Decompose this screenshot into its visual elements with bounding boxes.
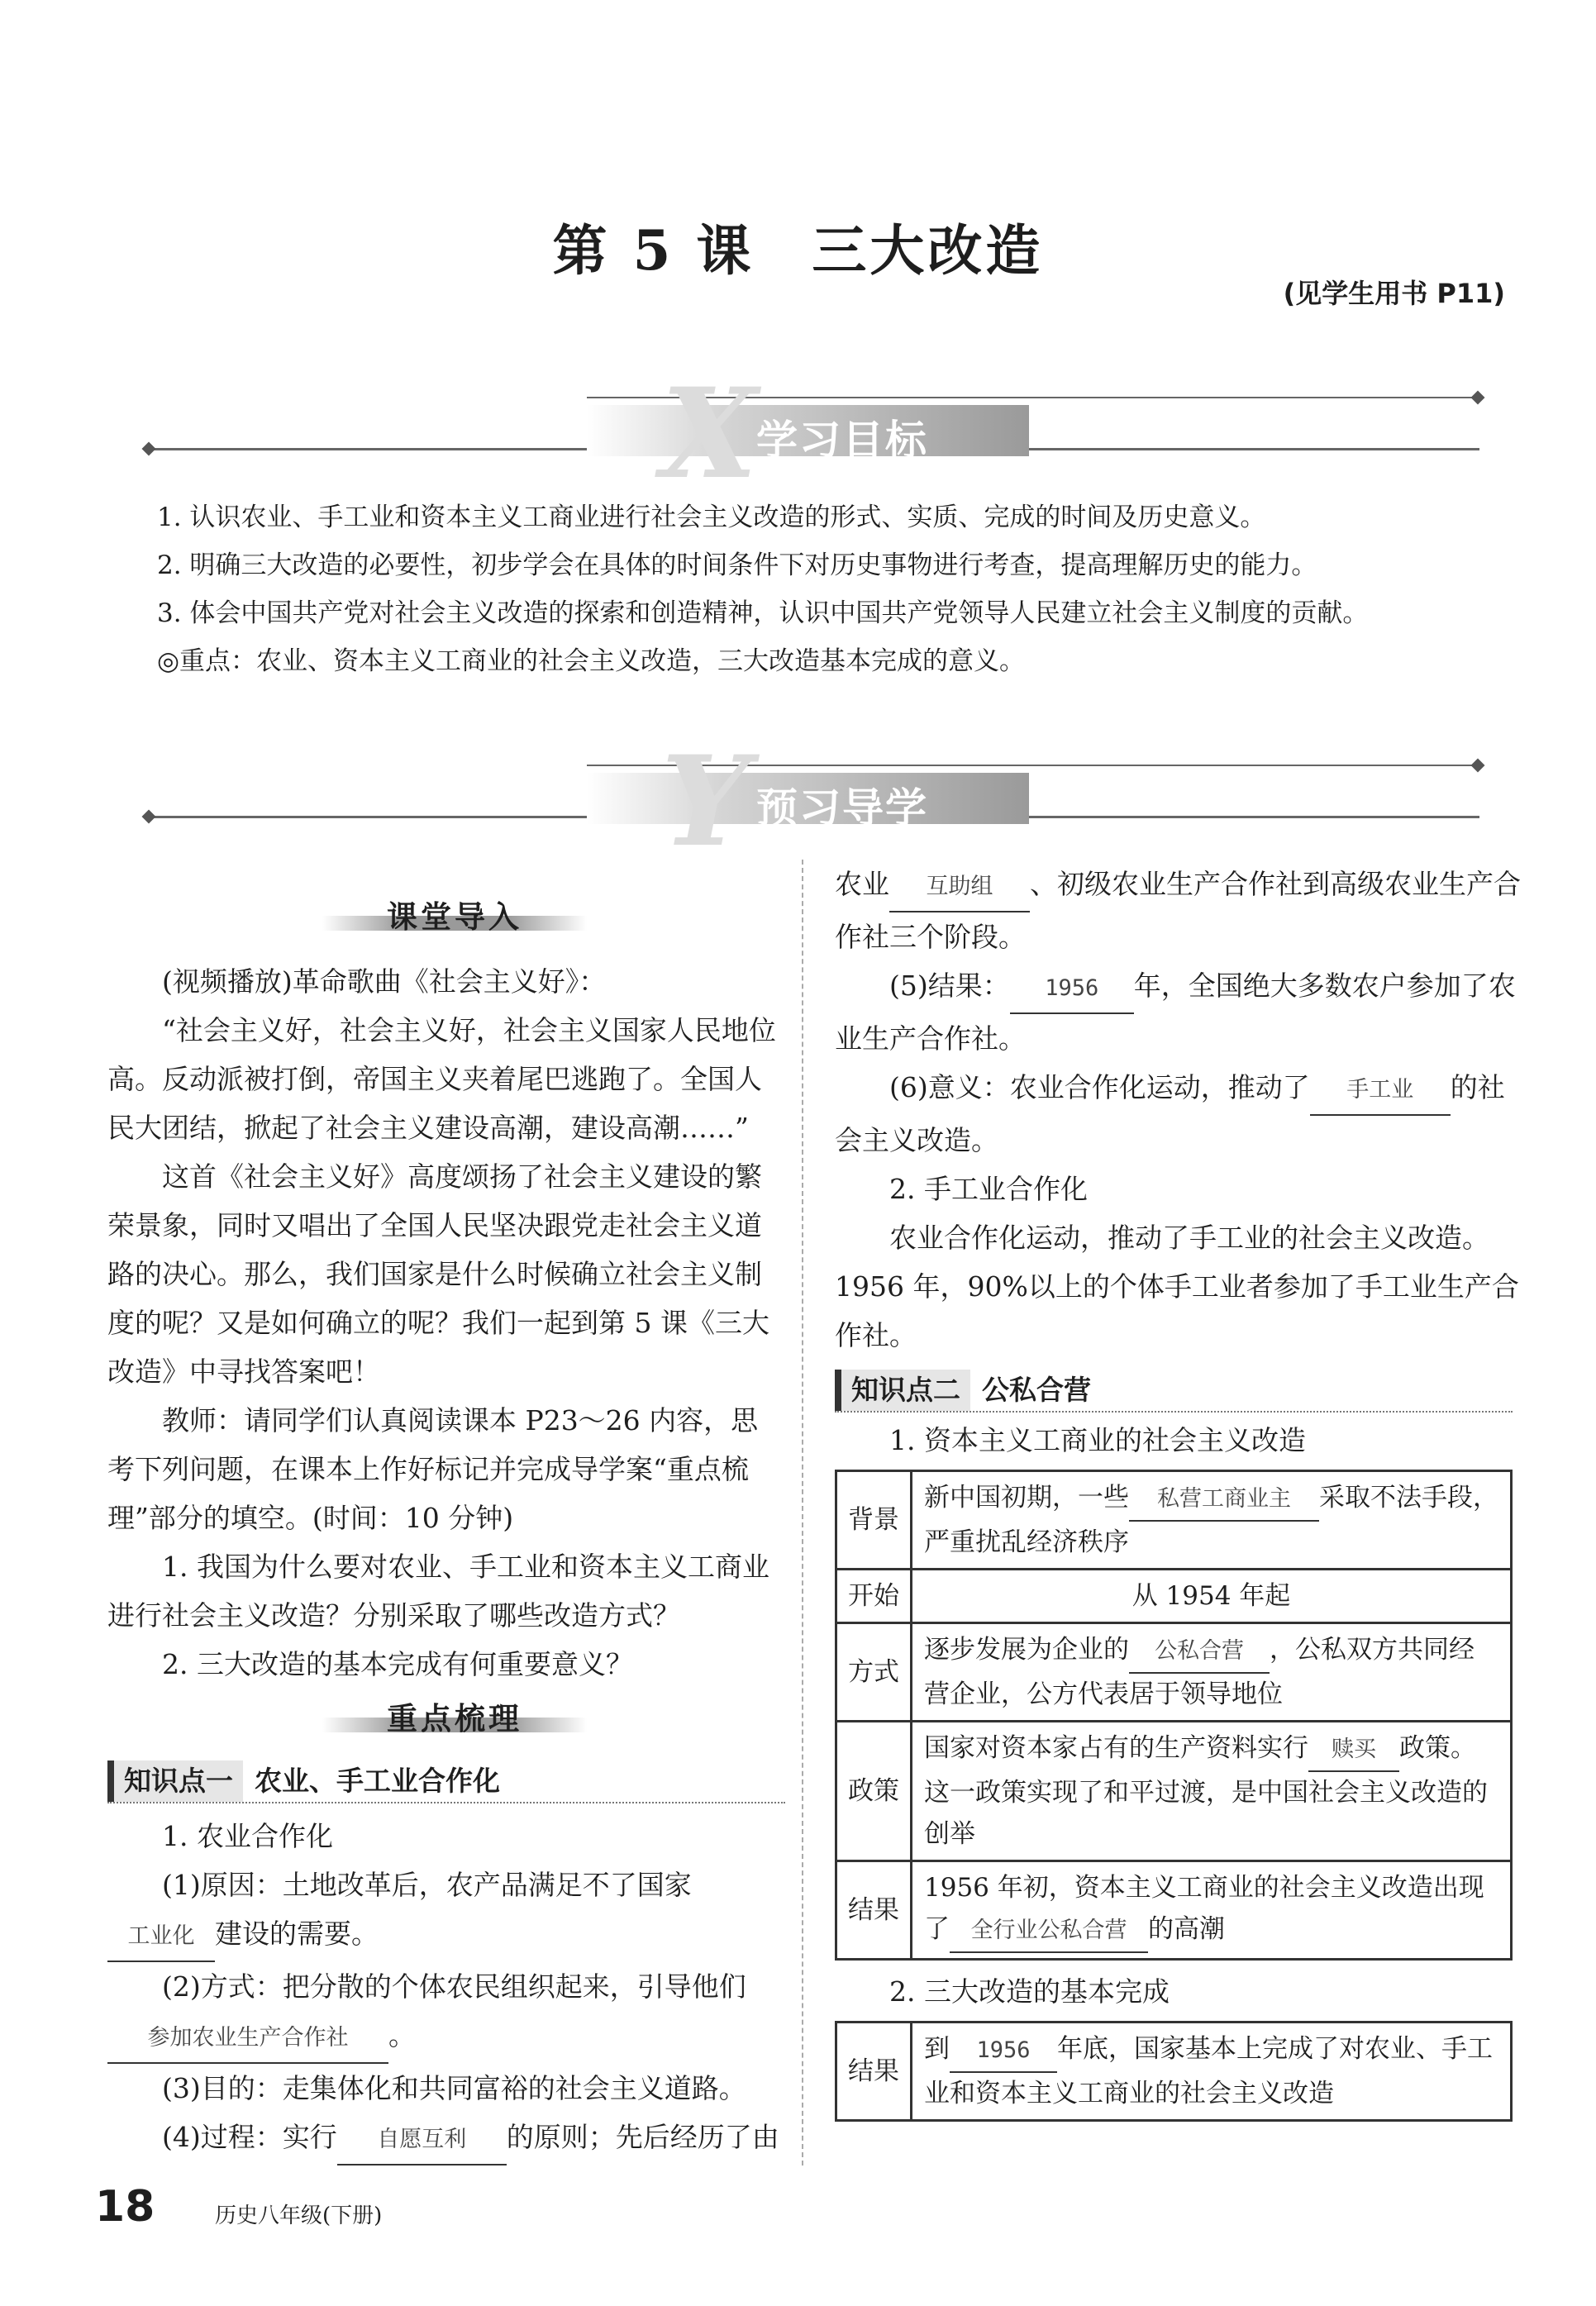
- section-letter: X: [661, 361, 758, 507]
- subheading-capitalist: 1. 资本主义工商业的社会主义改造: [889, 1424, 1306, 1456]
- objective-item: 1. 认识农业、手工业和资本主义工商业进行社会主义改造的形式、实质、完成的时间及历史意义。: [157, 503, 1266, 532]
- row-label: 开始: [836, 1570, 912, 1623]
- objective-key-point: ◎重点：农业、资本主义工商业的社会主义改造，三大改造基本完成的意义。: [157, 646, 1026, 676]
- knowledge-point-2-header: [835, 1370, 1513, 1413]
- student-book-reference: (见学生用书 P11): [1283, 278, 1505, 309]
- page-number: 18: [95, 2182, 155, 2232]
- review-heading: 重点梳理: [387, 1701, 522, 1737]
- row-content: 新中国初期，一些 私营工商业主 采取不法手段，严重扰乱经济秩序: [912, 1471, 1512, 1570]
- knowledge-point-title: 公私合营: [982, 1374, 1091, 1406]
- answer-blank[interactable]: 自愿互利: [337, 2115, 507, 2165]
- answer-blank[interactable]: 私营工商业主: [1129, 1479, 1319, 1522]
- row-content: 从 1954 年起: [912, 1570, 1512, 1623]
- table-row: [836, 1471, 1512, 1570]
- knowledge-point-1-header: [107, 1760, 785, 1803]
- song-lyrics: “社会主义好，社会主义好，社会主义国家人民地位高。反动派被打倒，帝国主义夹着尾巴逃跑了。全国人民大团结，掀起了社会主义建设高潮，建设高潮……”: [107, 1014, 776, 1144]
- purpose-item: (3)目的：走集体化和共同富裕的社会主义道路。: [162, 2072, 746, 2104]
- significance-item: (6)意义：农业合作化运动，推动了 手工业 的社会主义改造。: [835, 1063, 1521, 1165]
- objective-item: 3. 体会中国共产党对社会主义改造的探索和创造精神，认识中国共产党领导人民建立社会主义制度的贡献。: [157, 598, 1369, 628]
- book-title: 历史八年级(下册): [215, 2204, 383, 2228]
- subheading-handicraft: 2. 手工业合作化: [889, 1173, 1088, 1205]
- row-content: 逐步发展为企业的 公私合营 ，公私双方共同经营企业，公方代表居于领导地位: [912, 1623, 1512, 1722]
- answer-blank[interactable]: 手工业: [1310, 1065, 1451, 1116]
- question-2: 2. 三大改造的基本完成有何重要意义？: [162, 1648, 633, 1680]
- row-label: 结果: [836, 1861, 912, 1960]
- objectives-list: [157, 493, 1513, 685]
- table-row: [836, 1861, 1512, 1960]
- table-row: [836, 1722, 1512, 1861]
- intro-heading: 课堂导入: [387, 899, 522, 935]
- answer-blank[interactable]: 1956: [1010, 964, 1134, 1014]
- process-continued: 农业 互助组 、初级农业生产合作社到高级农业生产合作社三个阶段。: [835, 860, 1521, 961]
- table-row: [836, 1570, 1512, 1623]
- section-banner-preview: [0, 729, 1596, 874]
- reason-item: (1)原因：土地改革后，农产品满足不了国家工业化 建设的需要。: [107, 1861, 785, 1962]
- section-title: 预习导学: [756, 784, 928, 832]
- table-row: [836, 1623, 1512, 1722]
- intro-paragraph: 这首《社会主义好》高度颂扬了社会主义建设的繁荣景象，同时又唱出了全国人民坚决跟党走社会主义道路的决心。那么，我们国家是什么时候确立社会主义制度的呢？又是如何确立的呢？我们一起到第 5 课《三大改造》中寻找答案吧！: [107, 1160, 769, 1388]
- row-label: 方式: [836, 1623, 912, 1722]
- objective-item: 2. 明确三大改造的必要性，初步学会在具体的时间条件下对历史事物进行考查，提高理解历史的能力。: [157, 550, 1317, 580]
- subheading-completion: 2. 三大改造的基本完成: [889, 1975, 1170, 2008]
- section-letter: Y: [661, 729, 750, 874]
- row-content: 国家对资本家占有的生产资料实行 赎买 政策。这一政策实现了和平过渡，是中国社会主义改造的创举: [912, 1722, 1512, 1861]
- row-label: 结果: [836, 2023, 912, 2121]
- table-row: [836, 2023, 1512, 2121]
- knowledge-point-tag: 知识点二: [835, 1370, 970, 1411]
- row-label: 政策: [836, 1722, 912, 1861]
- process-item: (4)过程：实行 自愿互利 的原则；先后经历了由: [107, 2113, 785, 2165]
- row-label: 背景: [836, 1471, 912, 1570]
- lesson-title: 第 5 课 三大改造: [552, 218, 1044, 283]
- answer-blank[interactable]: 赎买: [1308, 1729, 1399, 1772]
- row-content: 1956 年初，资本主义工商业的社会主义改造出现了 全行业公私合营 的高潮: [912, 1861, 1512, 1960]
- answer-blank[interactable]: 1956: [950, 2030, 1057, 2073]
- right-column: [835, 860, 1521, 2122]
- result-item: (5)结果： 1956 年，全国绝大多数农户参加了农业生产合作社。: [835, 961, 1521, 1063]
- answer-blank[interactable]: 公私合营: [1129, 1631, 1270, 1674]
- column-divider: [802, 860, 803, 2165]
- handicraft-paragraph: 农业合作化运动，推动了手工业的社会主义改造。1956 年，90%以上的个体手工业者参加了手工业生产合作社。: [835, 1222, 1519, 1351]
- answer-blank[interactable]: 全行业公私合营: [950, 1910, 1148, 1953]
- answer-blank[interactable]: 互助组: [889, 862, 1030, 912]
- subheading-agriculture: 1. 农业合作化: [162, 1820, 333, 1852]
- row-content: 到 1956 年底，国家基本上完成了对农业、手工业和资本主义工商业的社会主义改造: [912, 2023, 1512, 2121]
- teacher-instruction: 教师：请同学们认真阅读课本 P23～26 内容，思考下列问题，在课本上作好标记并完成导学案“重点梳理”部分的填空。(时间：10 分钟): [107, 1404, 759, 1534]
- capitalist-reform-table: [835, 1470, 1513, 1961]
- knowledge-point-title: 农业、手工业合作化: [255, 1765, 500, 1797]
- answer-blank[interactable]: 工业化: [107, 1912, 215, 1962]
- question-1: 1. 我国为什么要对农业、手工业和资本主义工商业进行社会主义改造？分别采取了哪些改造方式？: [107, 1551, 769, 1632]
- method-item: (2)方式：把分散的个体农民组织起来，引导他们参加农业生产合作社 。: [107, 1962, 785, 2064]
- knowledge-point-tag: 知识点一: [107, 1760, 243, 1802]
- section-title: 学习目标: [756, 417, 928, 465]
- answer-blank[interactable]: 参加农业生产合作社: [107, 2013, 388, 2064]
- completion-table: [835, 2021, 1513, 2122]
- section-banner-objectives: [0, 361, 1596, 507]
- intro-video: (视频播放)革命歌曲《社会主义好》：: [162, 965, 607, 998]
